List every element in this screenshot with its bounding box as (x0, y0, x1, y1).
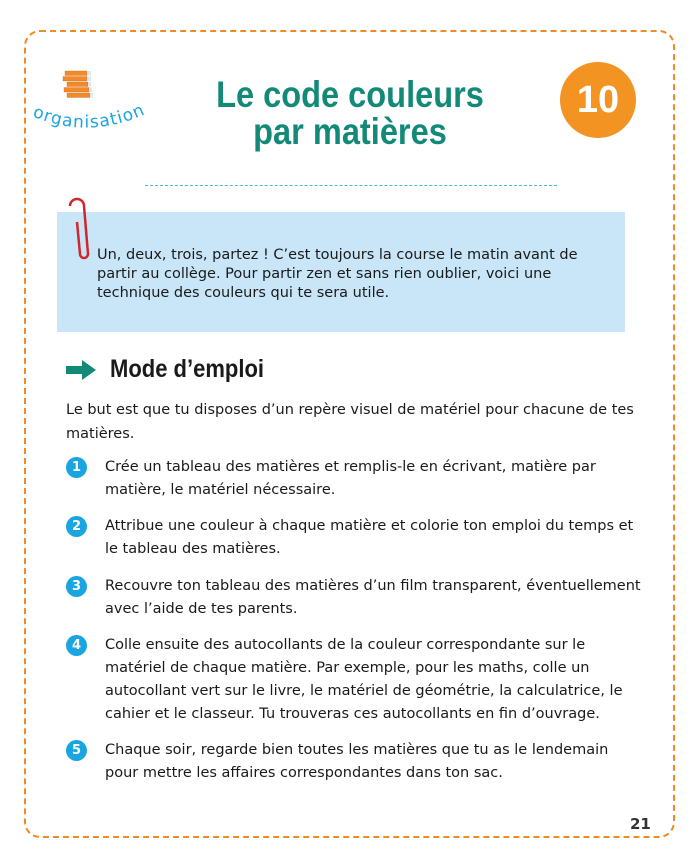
step-item: 2 Attribue une couleur à chaque matière et colorie ton emploi du temps et le tableau des matières. (66, 515, 646, 561)
intro-box (57, 212, 625, 332)
category-label (28, 96, 168, 136)
step-number: 1 (66, 457, 87, 478)
divider (145, 185, 557, 186)
step-number: 5 (66, 740, 87, 761)
intro-text: Un, deux, trois, partez ! C’est toujours la course le matin avant de partir au collège. Pour partir zen et sans rien oublier, voici une technique des couleurs qui te sera utile. (97, 247, 578, 301)
page-number: 21 (630, 815, 651, 833)
svg-text:organisation: organisation (30, 99, 149, 133)
arrow-right-icon (66, 360, 96, 380)
step-number: 4 (66, 635, 87, 656)
step-item: 3 Recouvre ton tableau des matières d’un film transparent, éventuellement avec l’aide de tes parents. (66, 575, 646, 621)
chapter-number-badge: 10 (560, 62, 636, 138)
page-title: Le code couleurs par matières (216, 74, 484, 152)
step-number: 3 (66, 576, 87, 597)
lead-text: Le but est que tu disposes d’un repère visuel de matériel pour chacune de tes matières. (66, 402, 634, 442)
step-item: 4 Colle ensuite des autocollants de la couleur correspondante sur le matériel de chaque matière. Par exemple, pour les maths, colle un autocollant vert sur le livre, le matériel de géométrie, la calculatrice, le cahier et le classeur. Tu trouveras ces autocollants en fin d’ouvrage. (66, 634, 646, 726)
step-item: 5 Chaque soir, regarde bien toutes les matières que tu as le lendemain pour mettre les affaires correspondantes dans ton sac. (66, 739, 646, 785)
step-number: 2 (66, 516, 87, 537)
step-item: 1 Crée un tableau des matières et remplis-le en écrivant, matière par matière, le matériel nécessaire. (66, 456, 646, 502)
section-heading: Mode d’emploi (66, 355, 285, 384)
paperclip-icon (64, 194, 94, 264)
